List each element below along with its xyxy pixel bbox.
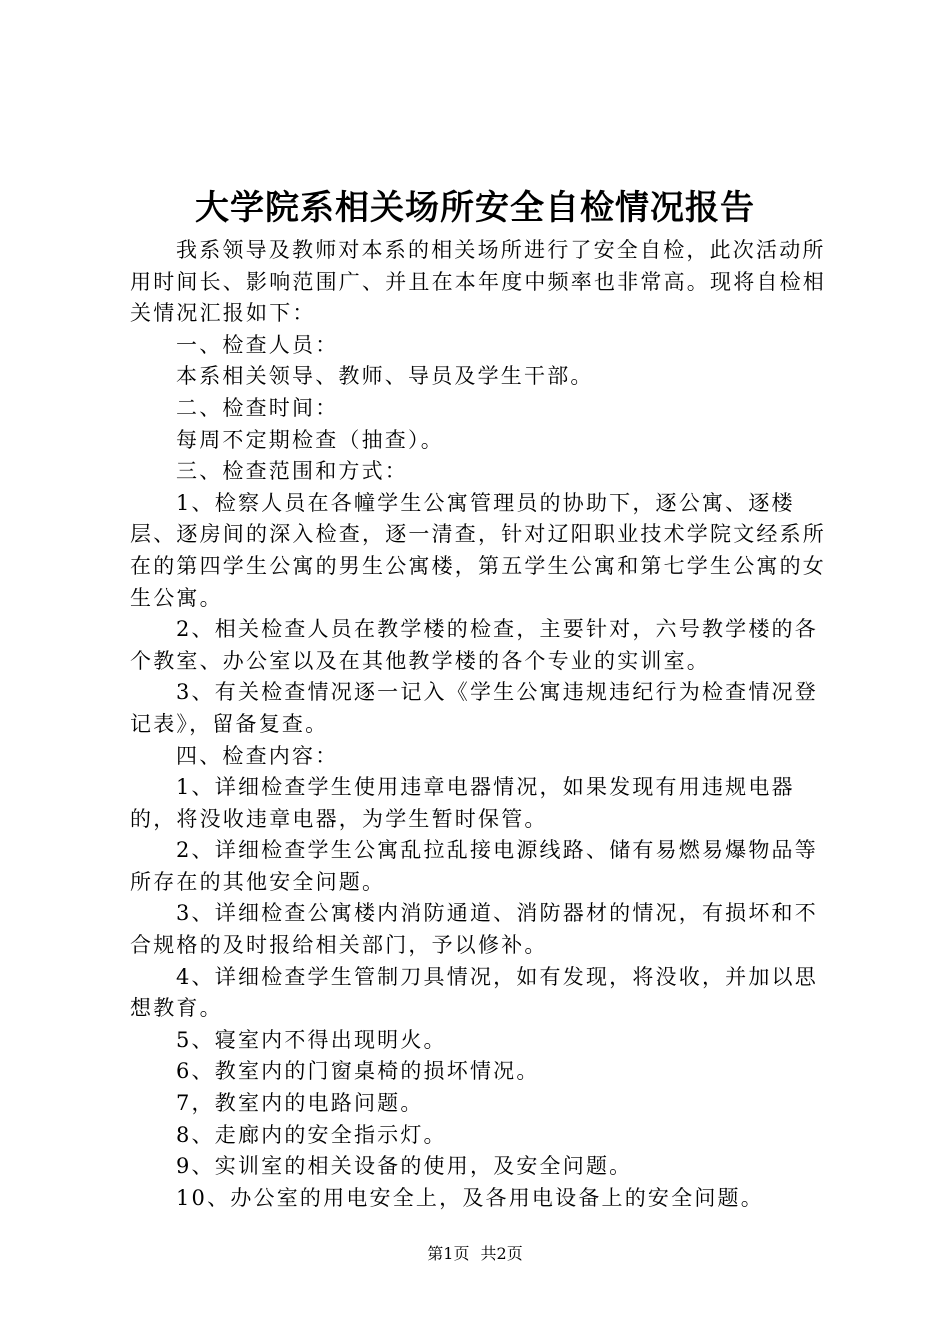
content-item-4: 4、详细检查学生管制刀具情况，如有发现，将没收，并加以思想教育。 <box>130 964 818 1021</box>
scope-item-3: 3、有关检查情况逐一记入《学生公寓违规违纪行为检查情况登记表》，留备复查。 <box>130 680 818 736</box>
document-title: 大学院系相关场所安全自检情况报告 <box>195 188 755 228</box>
scope-item-1: 1、检察人员在各幢学生公寓管理员的协助下，逐公寓、逐楼层、逐房间的深入检查，逐一清查，针对辽阳职业技术学院文经系所在的第四学生公寓的男生公寓楼，第五学生公寓和第七学生公寓的女生公寓。 <box>130 490 826 610</box>
page-total: 共2页 <box>480 1244 523 1263</box>
page-number: 第1页 <box>427 1244 470 1263</box>
content-item-2: 2、详细检查学生公寓乱拉乱接电源线路、储有易燃易爆物品等所存在的其他安全问题。 <box>130 838 818 894</box>
content-item-9: 9、实训室的相关设备的使用，及安全问题。 <box>176 1154 633 1179</box>
heading-inspection-time: 二、检查时间： <box>176 395 339 420</box>
scope-item-2: 2、相关检查人员在教学楼的检查，主要针对，六号教学楼的各个教室、办公室以及在其他教学楼的各个专业的实训室。 <box>130 617 818 673</box>
content-item-1: 1、详细检查学生使用违章电器情况，如果发现有用违规电器的，将没收违章电器，为学生暂时保管。 <box>130 775 795 831</box>
content-item-8: 8、走廊内的安全指示灯。 <box>176 1122 447 1147</box>
page-footer <box>0 1244 950 1264</box>
content-item-3: 3、详细检查公寓楼内消防通道、消防器材的情况，有损坏和不合规格的及时报给相关部门，予以修补。 <box>130 901 818 958</box>
paragraph-inspection-time: 每周不定期检查（抽查）。 <box>176 427 444 452</box>
content-item-6: 6、教室内的门窗桌椅的损坏情况。 <box>176 1059 540 1084</box>
paragraph-inspectors: 本系相关领导、教师、导员及学生干部。 <box>176 364 594 389</box>
content-item-5: 5、寝室内不得出现明火。 <box>176 1027 447 1052</box>
heading-inspection-content: 四、检查内容： <box>176 743 339 768</box>
paragraph-intro: 我系领导及教师对本系的相关场所进行了安全自检，此次活动所用时间长、影响范围广、并且在本年度中频率也非常高。现将自检相关情况汇报如下： <box>130 238 826 326</box>
heading-scope-method: 三、检查范围和方式： <box>176 459 408 484</box>
content-item-10: 10、办公室的用电安全上，及各用电设备上的安全问题。 <box>176 1185 764 1210</box>
document-body <box>130 235 840 1214</box>
heading-inspectors: 一、检查人员： <box>176 332 339 357</box>
content-item-7: 7，教室内的电路问题。 <box>176 1091 424 1116</box>
